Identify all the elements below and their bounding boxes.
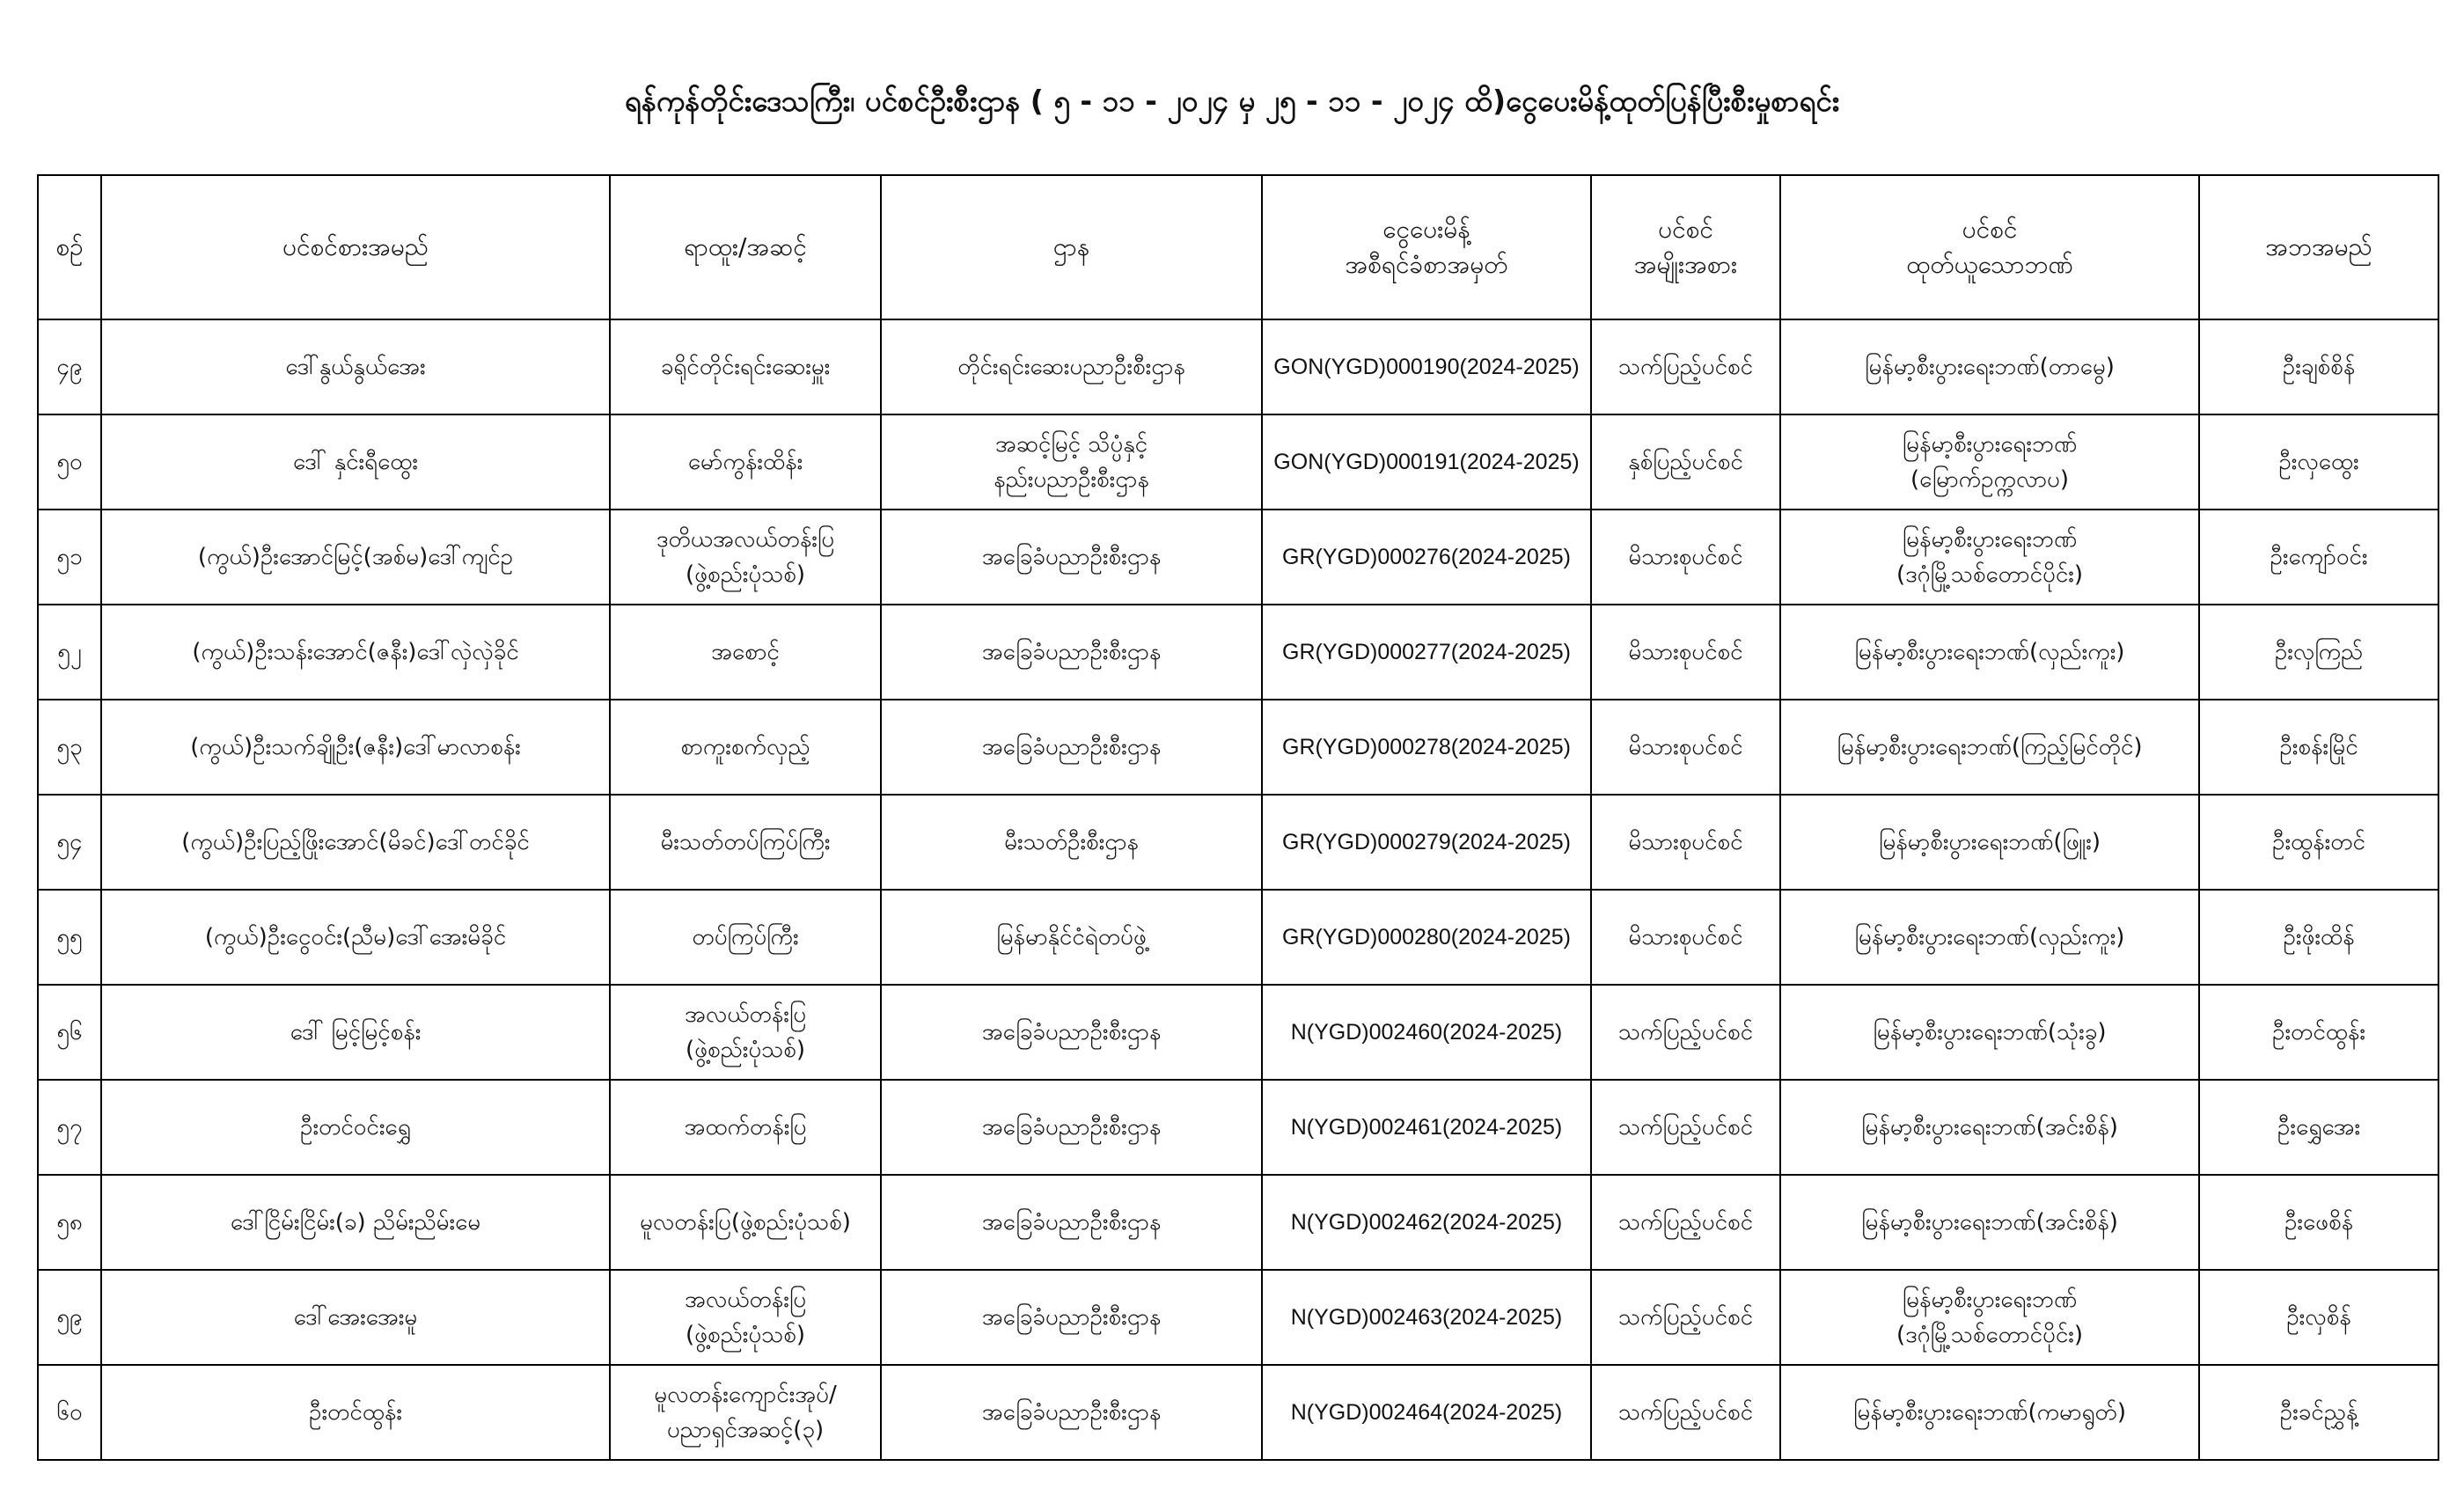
- cell-father-name-text: ဦးဖိုးထိန်: [2283, 924, 2355, 950]
- cell-pension-type-text: မိသားစုပင်စင်: [1628, 639, 1743, 665]
- header-father-name: [2199, 175, 2438, 319]
- cell-pensioner-name-text: ဒေါ်အေးအေးမူ: [293, 1304, 418, 1331]
- cell-pension-type-text: မိသားစုပင်စင်: [1628, 829, 1743, 855]
- cell-department-line: မီးသတ်ဦးစီးဌာန: [1004, 829, 1139, 855]
- cell-bank: [1780, 510, 2199, 605]
- cell-rank-line: တပ်ကြပ်ကြီး: [692, 924, 799, 950]
- header-line: ငွေပေးမိန့်: [1382, 215, 1470, 244]
- table-header-row: [38, 175, 2438, 319]
- cell-rank-line: အလယ်တန်းပြ: [684, 1001, 807, 1028]
- cell-pension-type: [1591, 1270, 1780, 1365]
- cell-bank: [1780, 1175, 2199, 1270]
- cell-rank-line: မူလတန်းပြ(ဖွဲ့စည်းပုံသစ်): [640, 1209, 851, 1236]
- cell-father-name: [2199, 1270, 2438, 1365]
- cell-department: [881, 414, 1262, 510]
- cell-no: [38, 700, 101, 795]
- cell-pensioner-name: [101, 1175, 610, 1270]
- cell-report-number: [1262, 890, 1591, 985]
- cell-bank-line: (ဒဂုံမြို့သစ်တောင်ပိုင်း): [1896, 561, 2084, 588]
- cell-pensioner-name: [101, 700, 610, 795]
- cell-rank: [610, 510, 881, 605]
- header-line: ပင်စင်: [1962, 215, 2018, 244]
- cell-pension-type: [1591, 414, 1780, 510]
- cell-rank-line: စာကူးစက်လှည့်: [680, 734, 810, 760]
- header-department: [881, 175, 1262, 319]
- cell-pensioner-name-text: ဒေါ် နှင်းရီထွေး: [293, 449, 418, 475]
- header-line: ပင်စင်စားအမည်: [282, 232, 429, 261]
- cell-report-number-text: N(YGD)002463(2024-2025): [1290, 1305, 1563, 1330]
- cell-no: [38, 414, 101, 510]
- cell-department: [881, 985, 1262, 1080]
- cell-bank-line: မြန်မာ့စီးပွားရေးဘဏ်(အင်းစိန်): [1861, 1209, 2118, 1236]
- cell-rank-line: အစောင့်: [711, 639, 780, 665]
- cell-report-number: [1262, 1365, 1591, 1460]
- cell-father-name: [2199, 510, 2438, 605]
- cell-pensioner-name: [101, 1080, 610, 1175]
- cell-pension-type: [1591, 319, 1780, 414]
- header-line: ရာထူး/အဆင့်: [684, 232, 807, 261]
- cell-department: [881, 605, 1262, 700]
- cell-father-name-text: ဦးဖေစိန်: [2284, 1209, 2354, 1236]
- table-body: [38, 319, 2438, 1460]
- cell-father-name-text: ဦးထွန်းတင်: [2272, 829, 2365, 855]
- cell-no-text: ၅၇: [56, 1114, 83, 1140]
- cell-rank: [610, 319, 881, 414]
- cell-bank-line: မြန်မာ့စီးပွားရေးဘဏ်(အင်းစိန်): [1861, 1114, 2118, 1140]
- cell-no-text: ၅၅: [56, 924, 83, 950]
- cell-rank: [610, 1270, 881, 1365]
- table-row: [38, 510, 2438, 605]
- cell-no: [38, 605, 101, 700]
- cell-department: [881, 319, 1262, 414]
- cell-pension-type: [1591, 985, 1780, 1080]
- cell-bank: [1780, 1365, 2199, 1460]
- cell-report-number-text: GON(YGD)000191(2024-2025): [1273, 450, 1580, 474]
- cell-pensioner-name-text: (ကွယ်)ဦးအောင်မြင့်(အစ်မ)ဒေါ်ကျင်ဥ: [197, 544, 514, 570]
- cell-report-number: [1262, 510, 1591, 605]
- cell-department-line: အခြေခံပညာဦးစီးဌာန: [981, 1399, 1162, 1426]
- cell-report-number: [1262, 985, 1591, 1080]
- cell-department-line: နည်းပညာဦးစီးဌာန: [994, 466, 1149, 493]
- cell-pension-type-text: မိသားစုပင်စင်: [1628, 924, 1743, 950]
- header-bank: [1780, 175, 2199, 319]
- cell-report-number: [1262, 1175, 1591, 1270]
- cell-rank: [610, 700, 881, 795]
- cell-no: [38, 1270, 101, 1365]
- cell-department: [881, 700, 1262, 795]
- cell-pensioner-name-text: ဒေါ်နွယ်နွယ်အေး: [285, 354, 426, 380]
- cell-bank: [1780, 700, 2199, 795]
- cell-rank-line: ခရိုင်တိုင်းရင်းဆေးမှူး: [660, 354, 831, 380]
- cell-father-name: [2199, 1365, 2438, 1460]
- cell-rank: [610, 795, 881, 890]
- header-line: အစီရင်ခံစာအမှတ်: [1345, 250, 1508, 279]
- cell-father-name: [2199, 985, 2438, 1080]
- cell-bank-line: မြန်မာ့စီးပွားရေးဘဏ်(လှည်းကူး): [1854, 924, 2125, 950]
- cell-rank-line: (ဖွဲ့စည်းပုံသစ်): [685, 1037, 806, 1063]
- cell-bank: [1780, 605, 2199, 700]
- cell-report-number: [1262, 1080, 1591, 1175]
- cell-father-name-text: ဦးခင်ညွှန့်: [2279, 1399, 2358, 1426]
- cell-report-number-text: GR(YGD)000279(2024-2025): [1282, 830, 1571, 854]
- cell-rank-line: အထက်တန်းပြ: [684, 1114, 807, 1140]
- cell-father-name-text: ဦးလှစိန်: [2286, 1304, 2351, 1331]
- cell-department: [881, 1175, 1262, 1270]
- cell-department: [881, 795, 1262, 890]
- cell-father-name-text: ဦးရွှေအေး: [2277, 1114, 2361, 1140]
- cell-report-number-text: N(YGD)002461(2024-2025): [1290, 1115, 1563, 1140]
- header-line: စဉ်: [55, 232, 84, 261]
- cell-rank-line: မူလတန်းကျောင်းအုပ်/: [654, 1382, 837, 1408]
- cell-bank: [1780, 795, 2199, 890]
- cell-pensioner-name-text: (ကွယ်)ဦးသန်းအောင်(ဇနီး)ဒေါ်လှဲလှဲခိုင်: [192, 639, 519, 665]
- cell-father-name-text: ဦးချစ်စိန်: [2282, 354, 2356, 380]
- cell-no-text: ၅၀: [56, 449, 83, 475]
- cell-father-name: [2199, 605, 2438, 700]
- cell-no-text: ၅၈: [56, 1209, 83, 1236]
- cell-father-name-text: ဦးလှကြည်: [2274, 639, 2364, 665]
- cell-department-line: အဆင့်မြင့် သိပ္ပံနှင့်: [994, 431, 1148, 458]
- cell-no: [38, 985, 101, 1080]
- cell-report-number-text: GR(YGD)000278(2024-2025): [1282, 735, 1571, 759]
- cell-department-line: အခြေခံပညာဦးစီးဌာန: [981, 1209, 1162, 1236]
- cell-no: [38, 510, 101, 605]
- cell-department-line: အခြေခံပညာဦးစီးဌာန: [981, 544, 1162, 570]
- cell-pensioner-name-text: ဦးတင်ဝင်းရွှေ: [300, 1114, 411, 1140]
- cell-bank: [1780, 890, 2199, 985]
- cell-rank-line: (ဖွဲ့စည်းပုံသစ်): [685, 1322, 806, 1348]
- cell-rank-line: မော်ကွန်းထိန်း: [687, 449, 803, 475]
- cell-no: [38, 890, 101, 985]
- cell-pension-type-text: မိသားစုပင်စင်: [1628, 544, 1743, 570]
- cell-bank-line: မြန်မာ့စီးပွားရေးဘဏ်: [1902, 1287, 2078, 1313]
- table-row: [38, 890, 2438, 985]
- cell-report-number-text: N(YGD)002460(2024-2025): [1290, 1020, 1563, 1045]
- table-row: [38, 1175, 2438, 1270]
- cell-bank-line: မြန်မာ့စီးပွားရေးဘဏ်(လှည်းကူး): [1854, 639, 2125, 665]
- cell-rank: [610, 985, 881, 1080]
- cell-report-number-text: GR(YGD)000277(2024-2025): [1282, 640, 1571, 664]
- cell-bank: [1780, 1080, 2199, 1175]
- cell-pensioner-name-text: (ကွယ်)ဦးငွေဝင်း(ညီမ)ဒေါ်အေးမိခိုင်: [204, 924, 507, 950]
- cell-pension-type: [1591, 700, 1780, 795]
- cell-report-number: [1262, 700, 1591, 795]
- cell-pensioner-name: [101, 985, 610, 1080]
- cell-pensioner-name-text: ဒေါ် မြင့်မြင့်စန်း: [290, 1019, 422, 1045]
- pension-table: [37, 174, 2439, 1461]
- cell-rank-line: အလယ်တန်းပြ: [684, 1287, 807, 1313]
- cell-rank-line: (ဖွဲ့စည်းပုံသစ်): [685, 561, 806, 588]
- cell-pension-type-text: သက်ပြည့်ပင်စင်: [1617, 1209, 1754, 1236]
- table-row: [38, 414, 2438, 510]
- cell-father-name-text: ဦးစန်းမြိုင်: [2279, 734, 2358, 760]
- cell-rank: [610, 890, 881, 985]
- cell-rank: [610, 1080, 881, 1175]
- cell-no: [38, 1365, 101, 1460]
- cell-pension-type-text: သက်ပြည့်ပင်စင်: [1617, 1399, 1754, 1426]
- cell-no: [38, 319, 101, 414]
- cell-bank-line: မြန်မာ့စီးပွားရေးဘဏ်(တာမွေ): [1865, 354, 2115, 380]
- cell-pensioner-name: [101, 414, 610, 510]
- cell-bank: [1780, 414, 2199, 510]
- cell-department-line: အခြေခံပညာဦးစီးဌာန: [981, 1304, 1162, 1331]
- cell-pensioner-name-text: ဒေါ်ငြိမ်းငြိမ်း(ခ) ညိမ်းညိမ်းမေ: [230, 1209, 481, 1236]
- cell-father-name-text: ဦးလှထွေး: [2278, 449, 2359, 475]
- cell-pensioner-name: [101, 1365, 610, 1460]
- table-row: [38, 605, 2438, 700]
- header-line: ဌာန: [1052, 232, 1090, 261]
- cell-pensioner-name: [101, 605, 610, 700]
- cell-father-name: [2199, 319, 2438, 414]
- header-line: ပင်စင်: [1658, 215, 1713, 244]
- cell-rank-line: ဒုတိယအလယ်တန်းပြ: [656, 526, 835, 553]
- cell-department: [881, 1270, 1262, 1365]
- cell-father-name-text: ဦးကျော်ဝင်း: [2270, 544, 2368, 570]
- cell-no-text: ၅၃: [56, 734, 83, 760]
- cell-pension-type: [1591, 510, 1780, 605]
- cell-pension-type: [1591, 1365, 1780, 1460]
- cell-department-line: အခြေခံပညာဦးစီးဌာန: [981, 639, 1162, 665]
- cell-pensioner-name: [101, 795, 610, 890]
- cell-pension-type: [1591, 795, 1780, 890]
- cell-department-line: အခြေခံပညာဦးစီးဌာန: [981, 734, 1162, 760]
- table-row: [38, 985, 2438, 1080]
- cell-bank-line: (ဒဂုံမြို့သစ်တောင်ပိုင်း): [1896, 1322, 2084, 1348]
- header-no: [38, 175, 101, 319]
- cell-father-name: [2199, 890, 2438, 985]
- cell-pension-type: [1591, 890, 1780, 985]
- cell-no-text: ၅၄: [56, 829, 83, 855]
- cell-department: [881, 510, 1262, 605]
- cell-father-name: [2199, 1175, 2438, 1270]
- cell-report-number-text: N(YGD)002462(2024-2025): [1290, 1210, 1563, 1235]
- cell-no-text: ၅၁: [56, 544, 83, 570]
- cell-bank-line: မြန်မာ့စီးပွားရေးဘဏ်(သုံးခွ): [1873, 1019, 2107, 1045]
- cell-bank: [1780, 1270, 2199, 1365]
- cell-pension-type-text: မိသားစုပင်စင်: [1628, 734, 1743, 760]
- cell-report-number-text: GR(YGD)000280(2024-2025): [1282, 925, 1571, 950]
- cell-no: [38, 1080, 101, 1175]
- table-row: [38, 700, 2438, 795]
- table-row: [38, 795, 2438, 890]
- page-title: ရန်ကုန်တိုင်းဒေသကြီး၊ ပင်စင်ဦးစီးဌာန ( ၅ - ၁၁ - ၂၀၂၄ မှ ၂၅ - ၁၁ - ၂၀၂၄ ထိ)ငွေပေးမိန့်ထုတ်ပြန်ပြီးစီးမှုစာရင်း: [624, 84, 1840, 118]
- cell-pension-type: [1591, 1080, 1780, 1175]
- cell-father-name: [2199, 795, 2438, 890]
- header-report-number: [1262, 175, 1591, 319]
- cell-pension-type-text: သက်ပြည့်ပင်စင်: [1617, 1304, 1754, 1331]
- cell-department-line: အခြေခံပညာဦးစီးဌာန: [981, 1019, 1162, 1045]
- cell-father-name-text: ဦးတင်ထွန်း: [2272, 1019, 2365, 1045]
- cell-bank-line: မြန်မာ့စီးပွားရေးဘဏ်(ကမာရွတ်): [1853, 1399, 2126, 1426]
- header-line: အမျိုးအစား: [1633, 250, 1738, 279]
- cell-report-number: [1262, 414, 1591, 510]
- cell-father-name: [2199, 414, 2438, 510]
- cell-no: [38, 795, 101, 890]
- cell-rank: [610, 414, 881, 510]
- cell-pensioner-name-text: ဦးတင်ထွန်း: [309, 1399, 402, 1426]
- cell-pension-type-text: သက်ပြည့်ပင်စင်: [1617, 1019, 1754, 1045]
- cell-pensioner-name-text: (ကွယ်)ဦးပြည့်ဖြိုးအောင်(မိခင်)ဒေါ်တင်ခိုင်: [181, 829, 530, 855]
- header-line: ထုတ်ယူသောဘဏ်: [1906, 250, 2073, 279]
- cell-bank-line: မြန်မာ့စီးပွားရေးဘဏ်: [1902, 526, 2078, 553]
- cell-bank: [1780, 319, 2199, 414]
- cell-bank-line: မြန်မာ့စီးပွားရေးဘဏ်(ကြည့်မြင်တိုင်): [1837, 734, 2143, 760]
- cell-department-line: တိုင်းရင်းဆေးပညာဦးစီးဌာန: [957, 354, 1185, 380]
- cell-bank: [1780, 985, 2199, 1080]
- cell-pensioner-name: [101, 1270, 610, 1365]
- header-pension-type: [1591, 175, 1780, 319]
- header-rank: [610, 175, 881, 319]
- cell-department-line: မြန်မာနိုင်ငံရဲတပ်ဖွဲ့: [996, 924, 1147, 950]
- cell-pensioner-name: [101, 319, 610, 414]
- cell-department-line: အခြေခံပညာဦးစီးဌာန: [981, 1114, 1162, 1140]
- table-row: [38, 319, 2438, 414]
- cell-report-number: [1262, 1270, 1591, 1365]
- table-row: [38, 1270, 2438, 1365]
- cell-report-number-text: GR(YGD)000276(2024-2025): [1282, 545, 1571, 569]
- cell-pensioner-name-text: (ကွယ်)ဦးသက်ချိုဦး(ဇနီး)ဒေါ်မာလာစန်း: [190, 734, 521, 760]
- cell-department: [881, 1365, 1262, 1460]
- cell-rank-line: မီးသတ်တပ်ကြပ်ကြီး: [660, 829, 831, 855]
- cell-department: [881, 1080, 1262, 1175]
- cell-rank: [610, 605, 881, 700]
- cell-report-number-text: GON(YGD)000190(2024-2025): [1273, 355, 1580, 379]
- cell-bank-line: မြန်မာ့စီးပွားရေးဘဏ်: [1902, 431, 2078, 458]
- cell-pensioner-name: [101, 890, 610, 985]
- cell-report-number: [1262, 605, 1591, 700]
- cell-pensioner-name: [101, 510, 610, 605]
- header-pensioner-name: [101, 175, 610, 319]
- cell-no-text: ၄၉: [56, 354, 83, 380]
- cell-no: [38, 1175, 101, 1270]
- cell-father-name: [2199, 1080, 2438, 1175]
- cell-no-text: ၅၂: [57, 639, 82, 665]
- cell-bank-line: (မြောက်ဥက္ကလာပ): [1910, 466, 2070, 493]
- cell-pension-type-text: နှစ်ပြည့်ပင်စင်: [1628, 449, 1743, 475]
- cell-no-text: ၅၉: [56, 1304, 83, 1331]
- cell-no-text: ၅၆: [56, 1019, 83, 1045]
- cell-report-number-text: N(YGD)002464(2024-2025): [1290, 1400, 1563, 1425]
- table-row: [38, 1080, 2438, 1175]
- cell-bank-line: မြန်မာ့စီးပွားရေးဘဏ်(ဖြူး): [1878, 829, 2101, 855]
- cell-no-text: ၆၀: [56, 1399, 83, 1426]
- cell-pension-type: [1591, 605, 1780, 700]
- cell-report-number: [1262, 319, 1591, 414]
- cell-rank: [610, 1365, 881, 1460]
- cell-rank-line: ပညာရှင်အဆင့်(၃): [666, 1417, 825, 1443]
- cell-father-name: [2199, 700, 2438, 795]
- cell-pension-type-text: သက်ပြည့်ပင်စင်: [1617, 1114, 1754, 1140]
- header-line: အဘအမည်: [2265, 232, 2372, 261]
- cell-pension-type-text: သက်ပြည့်ပင်စင်: [1617, 354, 1754, 380]
- table-row: [38, 1365, 2438, 1460]
- cell-pension-type: [1591, 1175, 1780, 1270]
- cell-rank: [610, 1175, 881, 1270]
- cell-report-number: [1262, 795, 1591, 890]
- cell-department: [881, 890, 1262, 985]
